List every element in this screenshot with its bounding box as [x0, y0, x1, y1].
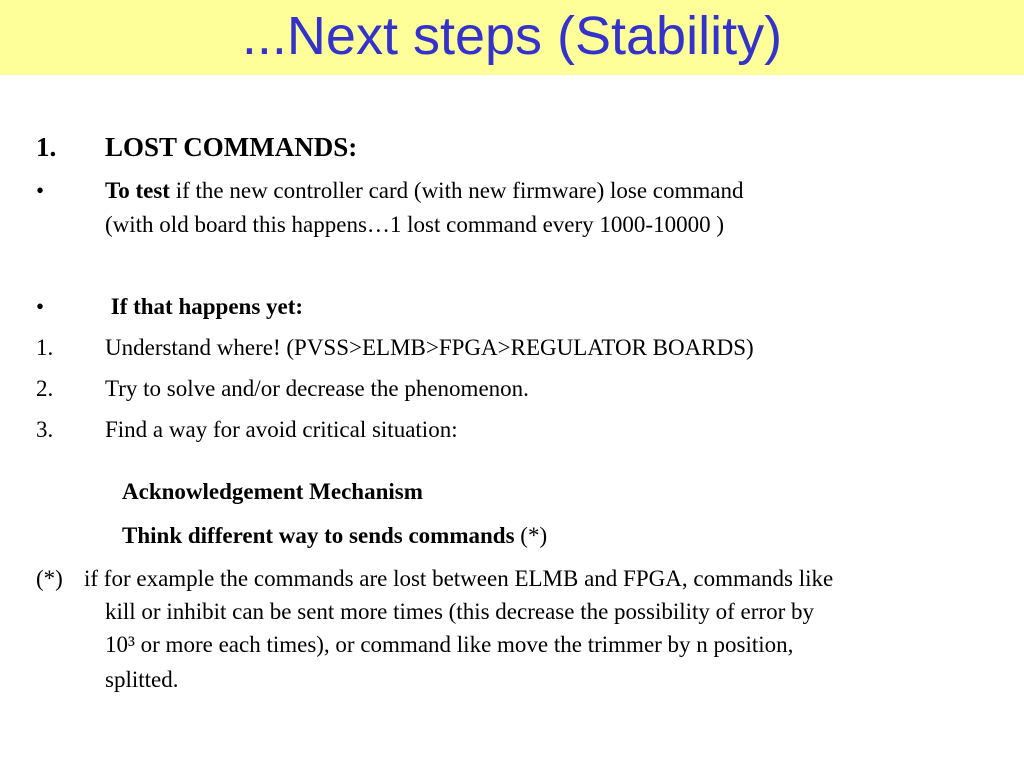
bullet-marker: •	[36, 294, 45, 319]
section-heading: LOST COMMANDS:	[105, 132, 358, 162]
footnote-line: if for example the commands are lost between ELMB and FPGA, commands like	[84, 566, 834, 591]
test-bullet-lead: To test	[105, 178, 170, 203]
footnote-line: kill or inhibit can be sent more times (this decrease the possibility of error by	[105, 599, 814, 624]
step-number: 2.	[36, 376, 54, 401]
acknowledgement-mechanism: Acknowledgement Mechanism	[122, 479, 423, 504]
think-different-row	[122, 521, 547, 551]
footnote-line: 10³ or more each times), or command like move the trimmer by n position,	[105, 632, 794, 657]
footnote-marker: (*)	[36, 566, 63, 591]
step-text: Find a way for avoid critical situation:	[105, 417, 458, 442]
think-different-text: Think different way to sends commands	[122, 523, 515, 548]
step-number: 1.	[36, 335, 54, 360]
test-bullet-continuation: (with old board this happens…1 lost command every 1000-10000 )	[105, 212, 724, 237]
happens-bullet-text: If that happens yet:	[105, 294, 304, 319]
section-number: 1.	[36, 132, 57, 162]
step-text: Try to solve and/or decrease the phenomenon.	[105, 376, 529, 401]
footnote-reference: (*)	[514, 523, 548, 548]
test-bullet-body: if the new controller card (with new firmware) lose command	[169, 178, 744, 203]
bullet-marker: •	[36, 178, 45, 203]
slide-title: ...Next steps (Stability)	[241, 6, 783, 66]
footnote-line: splitted.	[105, 667, 179, 692]
section-heading-row	[0, 130, 1024, 160]
test-bullet-text	[105, 176, 743, 206]
step-text: Understand where! (PVSS>ELMB>FPGA>REGULATOR BOARDS)	[105, 335, 754, 360]
step-number: 3.	[36, 417, 54, 442]
